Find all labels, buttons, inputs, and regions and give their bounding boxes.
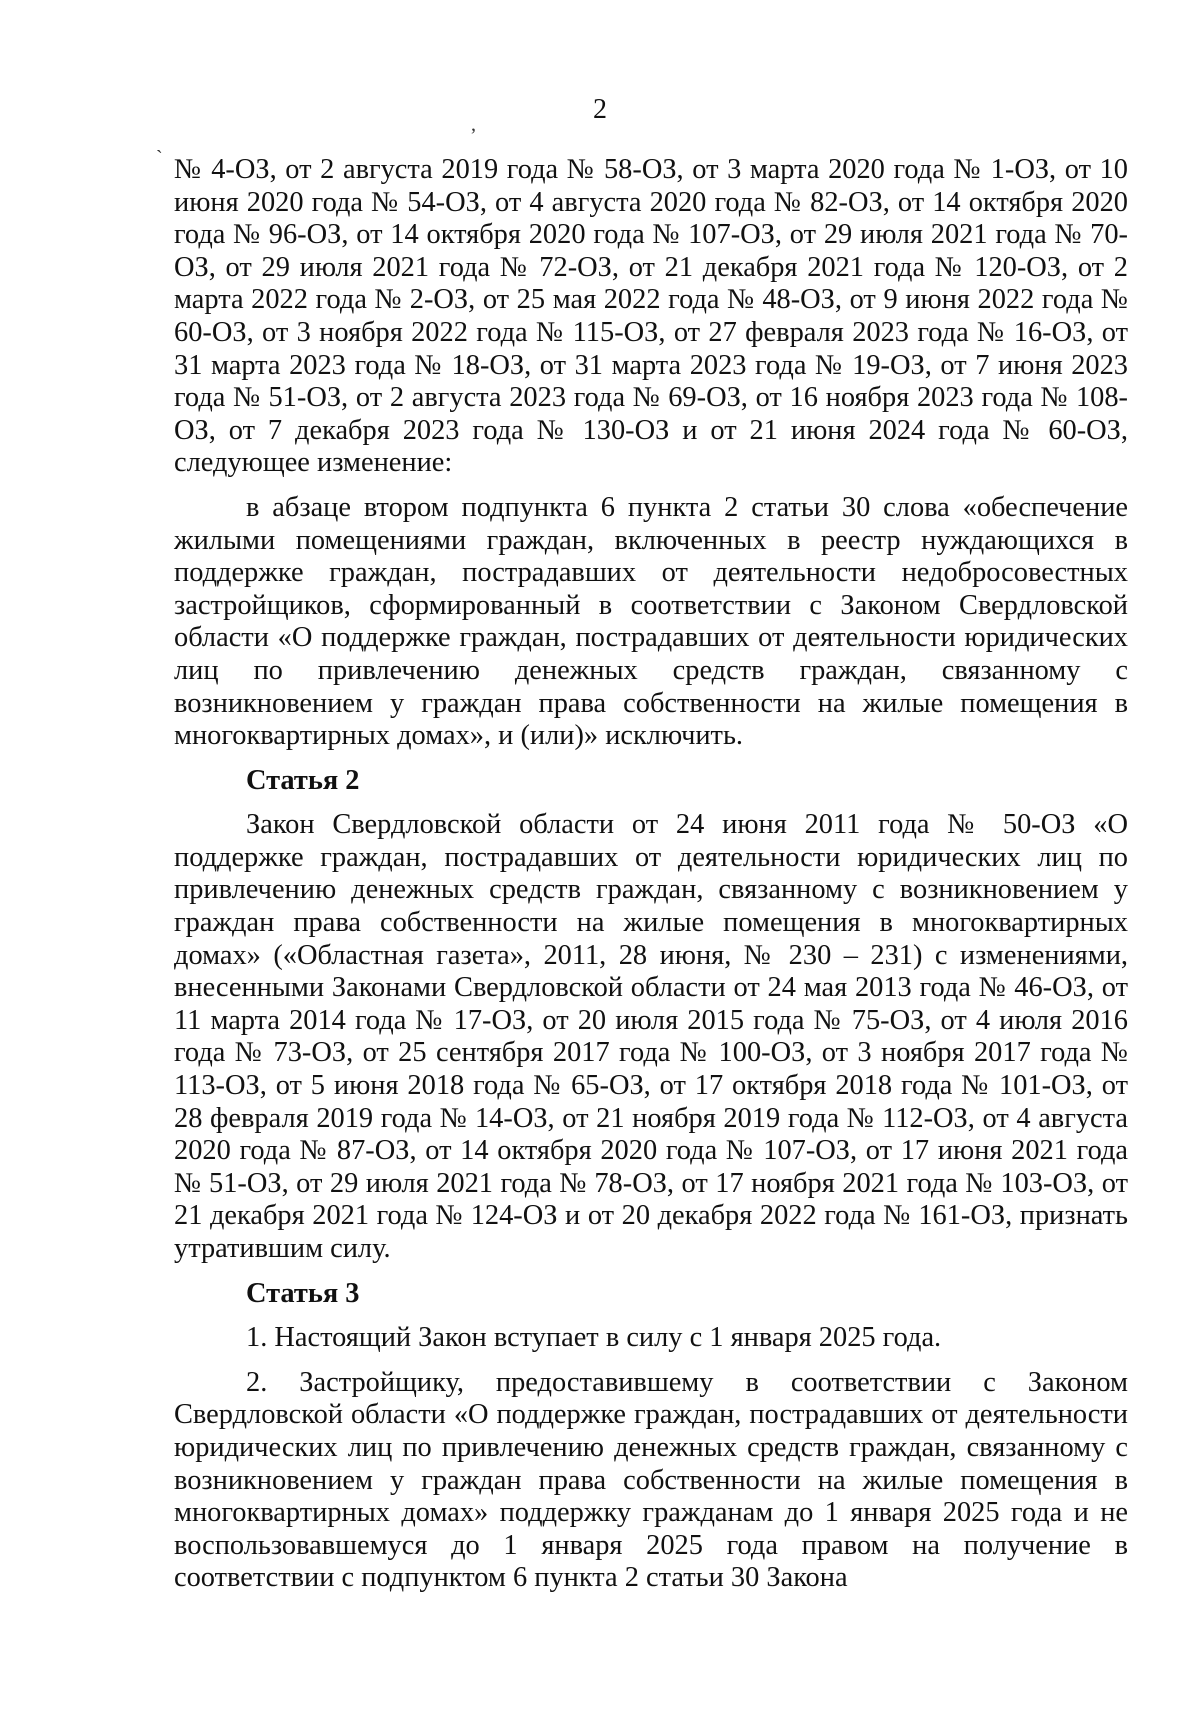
paragraph-article-2: Закон Свердловской области от 24 июня 2011 года № 50-ОЗ «О поддержке граждан, пострадавших от деятельности юридических лиц по привлечению денежных средств граждан, связанному с возникновением у граждан права собственности на жилые помещения в многоквартирных домах» («Областная газета», 2011, 28 июня, № 230 – 231) с изменениями, внесенными Законами Свердловской области от 24 мая 2013 года № 46-ОЗ, от 11 марта 2014 года № 17-ОЗ, от 20 июля 2015 года № 75-ОЗ, от 4 июля 2016 года № 73-ОЗ, от 25 сентября 2017 года № 100-ОЗ, от 3 ноября 2017 года № 113-ОЗ, от 5 июня 2018 года № 65-ОЗ, от 17 октября 2018 года № 101-ОЗ, от 28 февраля 2019 года № 14-ОЗ, от 21 ноября 2019 года № 112-ОЗ, от 4 августа 2020 года № 87-ОЗ, от 14 октября 2020 года № 107-ОЗ, от 17 июня 2021 года № 51-ОЗ, от 29 июля 2021 года № 78-ОЗ, от 17 ноября 2021 года № 103-ОЗ, от 21 декабря 2021 года № 124-ОЗ и от 20 декабря 2022 года № 161-ОЗ, признать утратившим силу. xyxy=(174,809,1128,1264)
scan-mark: ʼ xyxy=(470,125,477,147)
heading-article-3: Статья 3 xyxy=(246,1277,360,1309)
document-body xyxy=(174,154,1128,1595)
paragraph-amendment-list: № 4-ОЗ, от 2 августа 2019 года № 58-ОЗ, от 3 марта 2020 года № 1-ОЗ, от 10 июня 2020 года № 54-ОЗ, от 4 августа 2020 года № 82-ОЗ, от 14 октября 2020 года № 96-ОЗ, от 14 октября 2020 года № 107-ОЗ, от 29 июля 2021 года № 70-ОЗ, от 29 июля 2021 года № 72-ОЗ, от 21 декабря 2021 года № 120-ОЗ, от 2 марта 2022 года № 2-ОЗ, от 25 мая 2022 года № 48-ОЗ, от 9 июня 2022 года № 60-ОЗ, от 3 ноября 2022 года № 115-ОЗ, от 27 февраля 2023 года № 16-ОЗ, от 31 марта 2023 года № 18-ОЗ, от 31 марта 2023 года № 19-ОЗ, от 7 июня 2023 года № 51-ОЗ, от 2 августа 2023 года № 69-ОЗ, от 16 ноября 2023 года № 108-ОЗ, от 7 декабря 2023 года № 130-ОЗ и от 21 июня 2024 года № 60-ОЗ, следующее изменение: xyxy=(174,154,1128,479)
paragraph-article-3-item-2: 2. Застройщику, предоставившему в соответствии с Законом Свердловской области «О поддержке граждан, пострадавших от деятельности юридических лиц по привлечению денежных средств граждан, связанному с возникновением у граждан права собственности на жилые помещения в многоквартирных домах» поддержку гражданам до 1 января 2025 года и не воспользовавшемуся до 1 января 2025 года правом на получение в соответствии с подпунктом 6 пункта 2 статьи 30 Закона xyxy=(174,1366,1128,1594)
page-number: 2 xyxy=(593,94,607,125)
paragraph-article-3-item-1: 1. Настоящий Закон вступает в силу с 1 января 2025 года. xyxy=(246,1322,942,1354)
heading-article-2: Статья 2 xyxy=(246,764,360,796)
paragraph-amendment-text: в абзаце втором подпункта 6 пункта 2 статьи 30 слова «обеспечение жилыми помещениями граждан, включенных в реестр нуждающихся в поддержке граждан, пострадавших от деятельности недобросовестных застройщиков, сформированный в соответствии с Законом Свердловской области «О поддержке граждан, пострадавших от деятельности юридических лиц по привлечению денежных средств граждан, связанному с возникновением у граждан права собственности на жилые помещения в многоквартирных домах», и (или)» исключить. xyxy=(174,491,1128,752)
scan-mark: ˋ xyxy=(156,147,163,169)
